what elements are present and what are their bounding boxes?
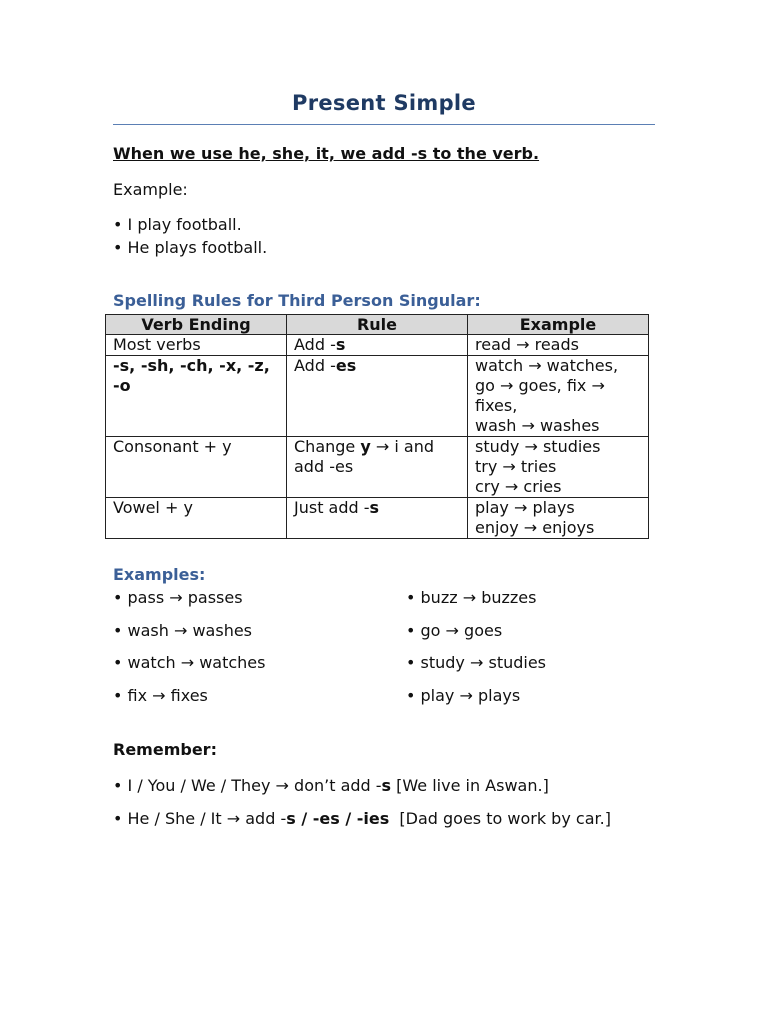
example-item: • wash → washes	[113, 621, 253, 640]
example-line: play → plays	[475, 498, 575, 517]
example-line: go → goes, fix →	[475, 376, 605, 395]
remember-note: [Dad goes to work by car.]	[389, 809, 611, 828]
rule-suffix: es	[335, 356, 357, 375]
rule-text-end: → i and add -es	[294, 437, 434, 476]
rule-text: Add -	[294, 335, 336, 354]
cell-rule	[287, 437, 468, 498]
example-item: • fix → fixes	[113, 686, 208, 705]
example-label: Example:	[113, 180, 188, 199]
remember-item	[113, 809, 611, 828]
rule-text: Add -	[294, 356, 336, 375]
rule-text: Change	[294, 437, 361, 456]
example-item: • go → goes	[406, 621, 503, 640]
title-divider	[113, 124, 655, 125]
remember-suffix: s / -es / -ies	[286, 809, 390, 828]
example-item: • play → plays	[406, 686, 521, 705]
cell-example	[468, 437, 649, 498]
cell-example	[468, 356, 649, 437]
remember-item	[113, 776, 549, 795]
example-line: enjoy → enjoys	[475, 518, 595, 537]
table-header-row	[106, 315, 649, 335]
example-line: cry → cries	[475, 477, 562, 496]
table-row	[106, 356, 649, 437]
header-example: Example	[468, 315, 649, 335]
example-line: fixes,	[475, 396, 518, 415]
cell-example	[468, 498, 649, 539]
cell-ending: -s, -sh, -ch, -x, -z, -o	[106, 356, 287, 437]
page-title: Present Simple	[292, 91, 476, 115]
rule-suffix: s	[335, 335, 346, 354]
remember-heading: Remember:	[113, 740, 217, 759]
spelling-rules-table	[105, 314, 649, 539]
remember-note: [We live in Aswan.]	[391, 776, 549, 795]
cell-rule	[287, 335, 468, 356]
table-row	[106, 437, 649, 498]
remember-suffix: s	[381, 776, 392, 795]
example-line: read → reads	[475, 335, 579, 354]
example-item: • He plays football.	[113, 238, 268, 257]
example-item: • buzz → buzzes	[406, 588, 537, 607]
header-rule: Rule	[287, 315, 468, 335]
example-line: watch → watches,	[475, 356, 619, 375]
cell-rule	[287, 356, 468, 437]
table-row	[106, 335, 649, 356]
table-row	[106, 498, 649, 539]
cell-ending: Consonant + y	[106, 437, 287, 498]
examples-heading: Examples:	[113, 565, 206, 584]
example-item: • watch → watches	[113, 653, 266, 672]
rule-letter: y	[360, 437, 371, 456]
remember-text: • I / You / We / They → don’t add -	[113, 776, 382, 795]
remember-text: • He / She / It → add -	[113, 809, 287, 828]
example-line: wash → washes	[475, 416, 600, 435]
header-verb-ending: Verb Ending	[106, 315, 287, 335]
cell-rule	[287, 498, 468, 539]
example-item: • study → studies	[406, 653, 547, 672]
example-line: try → tries	[475, 457, 557, 476]
example-item: • I play football.	[113, 215, 242, 234]
cell-ending: Most verbs	[106, 335, 287, 356]
rule-suffix: s	[369, 498, 380, 517]
example-line: study → studies	[475, 437, 601, 456]
cell-ending: Vowel + y	[106, 498, 287, 539]
cell-example	[468, 335, 649, 356]
spelling-rules-heading: Spelling Rules for Third Person Singular:	[113, 291, 481, 310]
rule-text: Just add -	[294, 498, 370, 517]
example-item: • pass → passes	[113, 588, 243, 607]
intro-rule: When we use he, she, it, we add -s to the verb.	[113, 144, 540, 163]
